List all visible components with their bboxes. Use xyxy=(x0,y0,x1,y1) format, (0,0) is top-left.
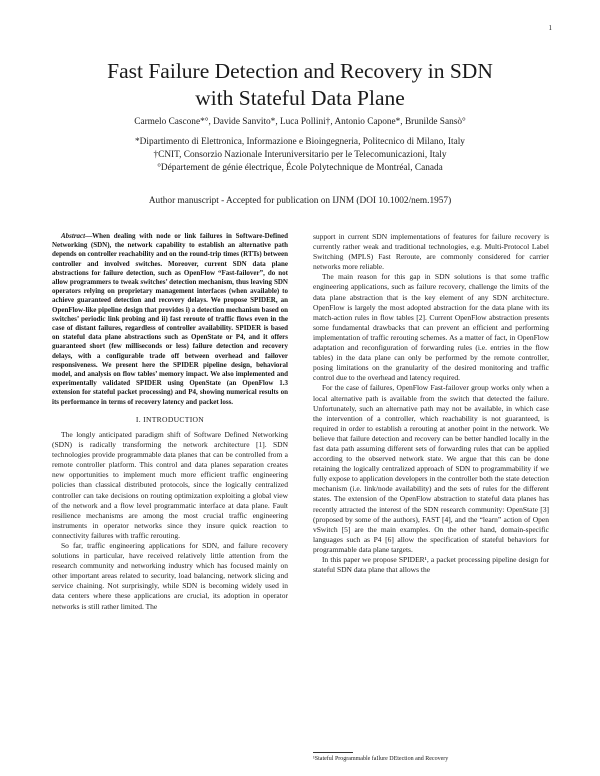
footnote-divider xyxy=(313,752,353,753)
page-number: 1 xyxy=(548,24,552,32)
right-paragraph-1: support in current SDN implementations of features for failure recovery is currently rather weak and traditional technologies, e.g. Multi-Protocol Label Switching (MPLS) Fast Reroute, are commonly considered for carrier networks more reliable. xyxy=(313,232,549,272)
abstract xyxy=(52,232,288,407)
right-paragraph-4: In this paper we propose SPIDER¹, a packet processing pipeline design for stateful SDN data plane that allows the xyxy=(313,555,549,575)
footnote: ¹Stateful Programmable faIlure DEtection and Recovery xyxy=(313,756,449,762)
left-column xyxy=(52,232,288,612)
affiliation-cnit: †CNIT, Consorzio Nazionale Interuniversitario per le Telecomunicazioni, Italy xyxy=(153,150,447,160)
intro-paragraph-1: The longly anticipated paradigm shift of Software Defined Networking (SDN) is radically transforming the network architecture [1]. SDN technologies provide programmable data planes that can be controlled from a remote controller platform. This control and data planes separation creates new opportunities to implement much more efficient traffic engineering policies than classical distributed protocols, since the logically centralized controller can take decisions on routing optimization exploiting a global view of the network and a flow level programmatic interface at data plane. Fault resilience mechanisms are among the most crucial traffic engineering instruments in operator networks since they insure quick reaction to connectivity failures with traffic rerouting. xyxy=(52,429,288,540)
title-line-1: Fast Failure Detection and Recovery in SDN xyxy=(107,59,493,83)
abstract-lead: Abstract xyxy=(61,232,86,240)
affiliation-polimi: *Dipartimento di Elettronica, Informazione e Bioingegneria, Politecnico di Milano, Italy xyxy=(135,137,465,147)
right-paragraph-2: The main reason for this gap in SDN solutions is that some traffic engineering applications, such as failure recovery, challenge the limits of the data plane abstraction that is the key element of any SDN architecture. OpenFlow is largely the most adopted abstraction for the data plane with its match-action rules in flow tables [2]. Current OpenFlow abstraction presents some fundamental drawbacks that can prevent an efficient and performing implementation of traffic rerouting schemes. As a matter of fact, in OpenFlow adaptation and reconfiguration of forwarding rules (i.e. entries in the flow tables) in the data plane can only be performed by the remote controller, posing limitations on the granularity of the desired monitoring and traffic control due to the overhead and latency required. xyxy=(313,272,549,383)
section-heading: I. INTRODUCTION xyxy=(135,414,205,424)
right-column xyxy=(313,232,549,575)
abstract-body: —When dealing with node or link failures in Software-Defined Networking (SDN), the network capability to establish an alternative path depends on controller reachability and on the round-trip times (RTTs) between controller and involved switches. Moreover, current SDN data plane abstractions for failure detection, such as OpenFlow “Fast-failover”, do not allow programmers to tweak switches’ detection mechanism, thus leaving SDN operators relying on proprietary management interfaces (when available) to achieve guaranteed detection and recovery delays. We propose SPIDER, an OpenFlow-like pipeline design that provides i) a detection mechanism based on switches’ periodic link probing and ii) fast reroute of traffic flows even in the case of distant failures, regardless of controller availability. SPIDER is based on stateful data plane abstractions such as OpenState or P4, and it offers guaranteed short (few milliseconds or less) failure detection and recovery delays, with a configurable trade off between overhead and failover responsiveness. We present here the SPIDER pipeline design, behavioral model, and analysis on flow tables’ memory impact. We also implemented and experimentally validated SPIDER using OpenState (an OpenFlow 1.3 extension for stateful packet processing) and P4, showing numerical results on its performance in terms of recovery latency and packet loss. xyxy=(52,232,288,406)
title-line-2: with Stateful Data Plane xyxy=(195,86,405,110)
intro-paragraph-2: So far, traffic engineering applications for SDN, and failure recovery solutions in particular, have received relatively little attention from the research community and networking industry which has focused mainly on other important areas related to security, load balancing, network slicing and service chaining. Not surprisingly, while SDN is becoming widely used in data centers where these applications are crucial, its adoption in operator networks is still rather limited. The xyxy=(52,540,288,611)
affiliation-polymtl: °Département de génie électrique, École Polytechnique de Montréal, Canada xyxy=(157,163,443,173)
manuscript-note: Author manuscript - Accepted for publication on IJNM (DOI 10.1002/nem.1957) xyxy=(148,196,452,206)
author-list: Carmelo Cascone*°, Davide Sanvito*, Luca Pollini†, Antonio Capone*, Brunilde Sansò° xyxy=(134,117,466,127)
paper-title xyxy=(0,58,600,112)
right-paragraph-3: For the case of failures, OpenFlow Fast-failover group works only when a local alternative path is available from the switch that detected the failure. Unfortunately, such an alternative path may not be available, in which case the intervention of a controller, which reachability is not guaranteed, is required in order to establish a rerouting at another point in the network. We believe that failure detection and recovery can be better handled locally in the fast data path assuming different sets of forwarding rules that can be applied according to the observed network state. We argue that this can be done retaining the logically centralized approach of SDN to programmability if we fully expose to application developers in the controller both the state detection mechanism (i.e. link/node availability) and the sets of rules for the different states. The extension of the OpenFlow abstraction to stateful data planes has recently attracted the interest of the SDN research community: OpenState [3] (proposed by some of the authors), FAST [4], and the “learn” action of Open vSwitch [5] are the main examples. On the other hand, domain-specific languages such as P4 [6] allow the specification of stateful behaviors for programmable data plane targets. xyxy=(313,383,549,554)
